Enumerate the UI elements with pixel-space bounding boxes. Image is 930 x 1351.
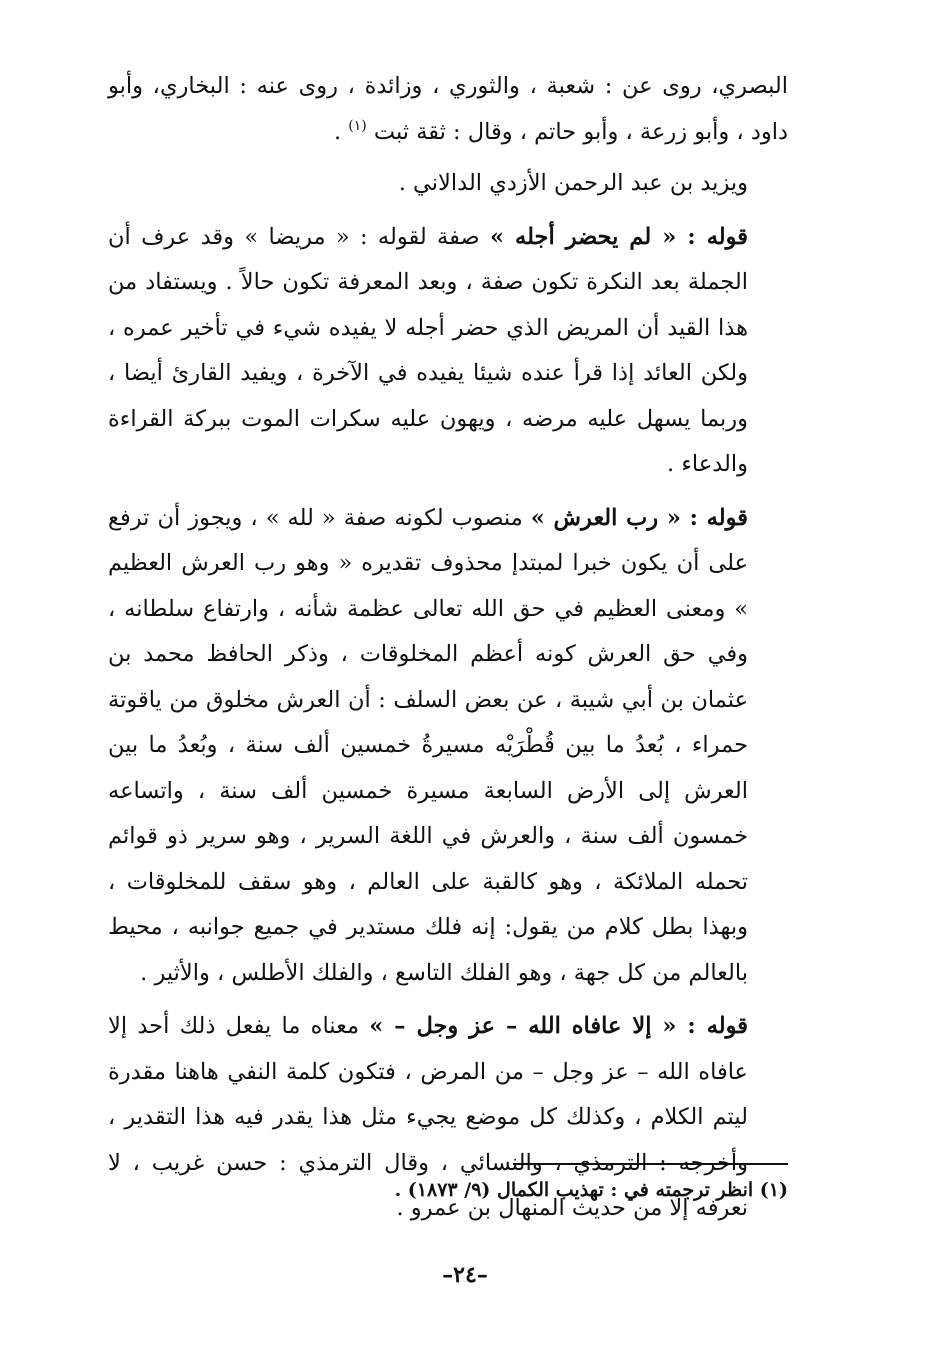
footnote-reference: (١) (348, 117, 367, 134)
paragraph-5-text: معناه ما يفعل ذلك أحد إلا عافاه الله – عز وجل – من المرض ، فتكون كلمة النفي هاهنا مقدرة ليتم الكلام ، وكذلك كل موضع يجيء مثل هذا يقدر فيه هذا التقدير ، وأخرجه : الترمذي ، والنسائي ، وقال الترمذي : حسن غريب ، لا نعرفه إلا من حديث المنهال بن عمرو . (108, 1013, 748, 1221)
paragraph-3 (108, 215, 788, 488)
paragraph-4-lead: قوله : « رب العرش » (530, 504, 748, 531)
paragraph-4 (108, 496, 788, 997)
paragraph-1-end: . (333, 118, 349, 145)
paragraph-4-text: منصوب لكونه صفة « لله » ، ويجوز أن ترفع على أن يكون خبرا لمبتدإ محذوف تقديره « وهو رب العرش العظيم » ومعنى العظيم في حق الله تعالى عظمة شأنه ، وارتفاع سلطانه ، وفي حق العرش كونه أعظم المخلوقات ، وذكر الحافظ محمد بن عثمان بن أبي شيبة ، عن بعض السلف : أن العرش مخلوق من ياقوتة حمراء ، بُعدُ ما بين قُطْرَيْه مسيرةُ خمسين ألف سنة ، وبُعدُ ما بين العرش إلى الأرض السابعة مسيرة خمسين ألف سنة ، واتساعه خمسون ألف سنة ، والعرش في اللغة السرير ، وهو سرير ذو قوائم تحمله الملائكة ، وهو كالقبة على العالم ، وهو سقف للمخلوقات ، وبهذا بطل كلام من يقول: إنه فلك مستدير في جميع جوانبه ، محيط بالعالم من كل جهة ، وهو الفلك التاسع ، والفلك الأطلس ، والأثير . (108, 504, 748, 986)
paragraph-1-text: البصري، روى عن : شعبة ، والثوري ، وزائدة ، روى عنه : البخاري، وأبو داود ، وأبو زرعة ، وأبو حاتم ، وقال : ثقة ثبت (108, 73, 788, 145)
page-number: –٢٤– (442, 1262, 488, 1288)
paragraph-5-lead: قوله : « إلا عافاه الله – عز وجل – » (369, 1013, 748, 1039)
paragraph-3-text: صفة لقوله : « مريضا » وقد عرف أن الجملة بعد النكرة تكون صفة ، وبعد المعرفة تكون حالاً . ويستفاد من هذا القيد أن المريض الذي حضر أجله لا يفيده شيء في تأخير عمره ، ولكن العائد إذا قرأ عنده شيئا يفيده في الآخرة ، ويفيد القارئ أيضا ، وربما يسهل عليه مرضه ، ويهون عليه سكرات الموت ببركة القراءة والدعاء . (108, 223, 748, 477)
paragraph-1 (108, 64, 788, 155)
paragraph-2 (108, 161, 788, 207)
footnote: (١) انظر ترجمته في : تهذيب الكمال (٩/ ١٨٧٣) . (394, 1179, 788, 1201)
footnote-divider (513, 1163, 788, 1165)
body-text (108, 64, 788, 1240)
paragraph-2-text: ويزيد بن عبد الرحمن الأزدي الدالاني . (398, 170, 748, 196)
paragraph-3-lead: قوله : « لم يحضر أجله » (489, 223, 748, 250)
